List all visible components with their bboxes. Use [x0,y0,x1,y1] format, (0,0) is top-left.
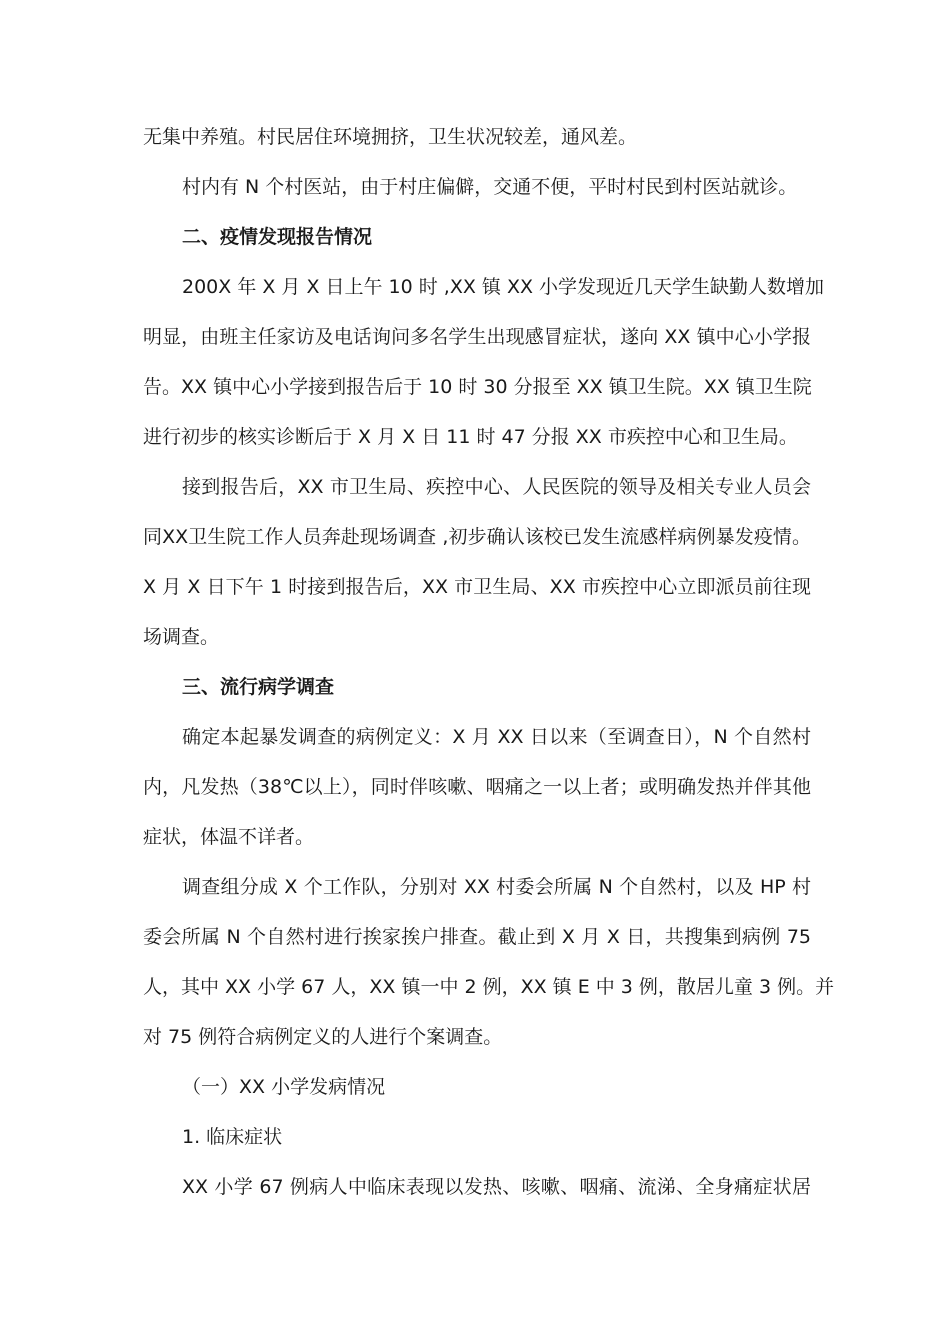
text-line: 确定本起暴发调查的病例定义：X 月 XX 日以来（至调查日），N 个自然村 [182,726,811,748]
text-line: 接到报告后，XX 市卫生局、疾控中心、人民医院的领导及相关专业人员会 [182,476,811,498]
text-line: XX 小学 67 例病人中临床表现以发热、咳嗽、咽痛、流涕、全身痛症状居 [182,1176,811,1198]
text-line: 内，凡发热（38℃以上），同时伴咳嗽、咽痛之一以上者；或明确发热并伴其他 [143,776,811,798]
text-line: 200X 年 X 月 X 日上午 10 时 ,XX 镇 XX 小学发现近几天学生缺勤人数增加 [182,276,825,298]
text-line: 委会所属 N 个自然村进行挨家挨户排查。截止到 X 月 X 日，共搜集到病例 75 [143,926,811,948]
text-line: 症状，体温不详者。 [143,826,315,848]
section-heading: 三、流行病学调查 [182,676,335,698]
text-line: 告。XX 镇中心小学接到报告后于 10 时 30 分报至 XX 镇卫生院。XX 镇卫生院 [143,376,812,398]
text-line: 人，其中 XX 小学 67 人，XX 镇一中 2 例，XX 镇 E 中 3 例，散居儿童 3 例。并 [143,976,835,998]
subsection-heading: （一）XX 小学发病情况 [182,1076,386,1098]
text-line: 无集中养殖。村民居住环境拥挤，卫生状况较差，通风差。 [143,126,638,148]
text-line: X 月 X 日下午 1 时接到报告后，XX 市卫生局、XX 市疾控中心立即派员前往现 [143,576,811,598]
section-heading: 二、疫情发现报告情况 [182,226,373,248]
subsection-heading: 1. 临床症状 [182,1126,283,1148]
text-line: 场调查。 [143,626,220,648]
text-line: 同XX卫生院工作人员奔赴现场调查 ,初步确认该校已发生流感样病例暴发疫情。 [143,526,811,548]
text-line: 村内有 N 个村医站，由于村庄偏僻，交通不便，平时村民到村医站就诊。 [182,176,798,198]
text-line: 明显，由班主任家访及电话询问多名学生出现感冒症状，遂向 XX 镇中心小学报 [143,326,811,348]
text-line: 进行初步的核实诊断后于 X 月 X 日 11 时 47 分报 XX 市疾控中心和卫生局。 [143,426,798,448]
text-line: 调查组分成 X 个工作队，分别对 XX 村委会所属 N 个自然村，以及 HP 村 [182,876,811,898]
text-line: 对 75 例符合病例定义的人进行个案调查。 [143,1026,503,1048]
